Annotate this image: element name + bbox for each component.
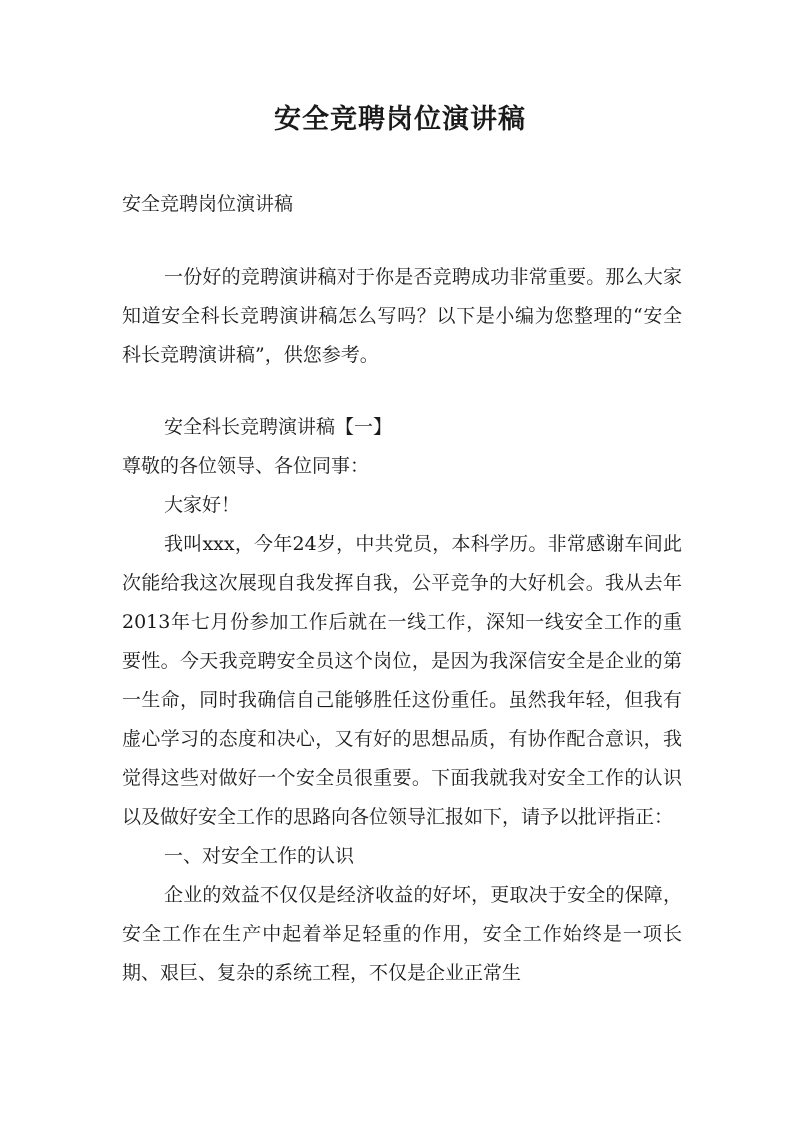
- document-subtitle: 安全竞聘岗位演讲稿: [122, 193, 294, 215]
- section-heading: 安全科长竞聘演讲稿【一】: [164, 416, 393, 438]
- document-title: 安全竞聘岗位演讲稿: [274, 104, 526, 135]
- body-paragraph-1: 我叫xxx，今年24岁，中共党员，本科学历。非常感谢车间此次能给我这次展现自我发挥自我，公平竞争的大好机会。我从去年2013年七月份参加工作后就在一线工作，深知一线安全工作的重要性。今天我竞聘安全员这个岗位，是因为我深信安全是企业的第一生命，同时我确信自己能够胜任这份重任。虽然我年轻，但我有虚心学习的态度和决心，又有好的思想品质，有协作配合意识，我觉得这些对做好一个安全员很重要。下面我就我对安全工作的认识以及做好安全工作的思路向各位领导汇报如下，请予以批评指正：: [122, 533, 682, 828]
- document-body: [122, 185, 682, 993]
- greeting: 大家好！: [164, 494, 241, 516]
- intro-paragraph: 一份好的竞聘演讲稿对于你是否竞聘成功非常重要。那么大家知道安全科长竞聘演讲稿怎么写吗？以下是小编为您整理的“安全科长竞聘演讲稿”，供您参考。: [122, 266, 682, 366]
- point-heading-1: 一、对安全工作的认识: [164, 845, 355, 867]
- body-paragraph-2: 企业的效益不仅仅是经济收益的好坏，更取决于安全的保障，安全工作在生产中起着举足轻重的作用，安全工作始终是一项长期、艰巨、复杂的系统工程，不仅是企业正常生: [122, 884, 682, 984]
- salutation: 尊敬的各位领导、各位同事：: [122, 455, 370, 477]
